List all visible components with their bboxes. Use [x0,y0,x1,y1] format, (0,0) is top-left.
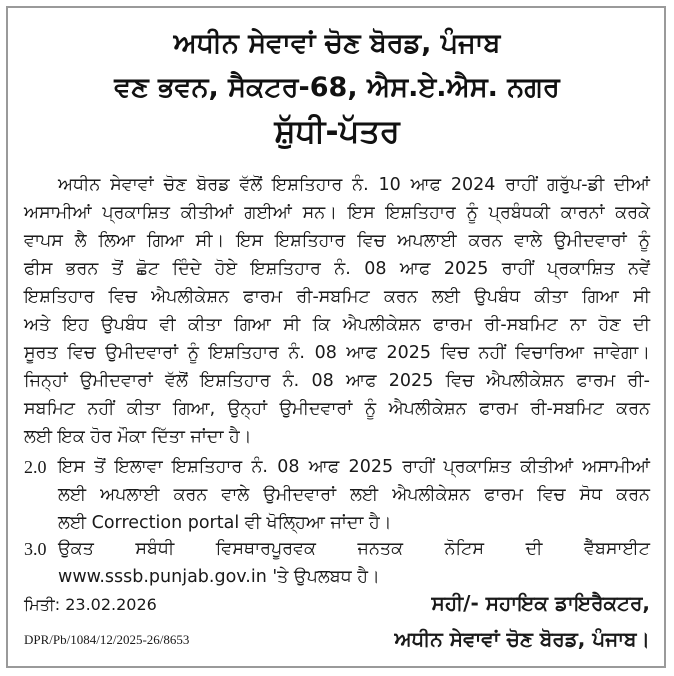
board-address-heading: ਵਣ ਭਵਨ, ਸੈਕਟਰ-68, ਐਸ.ਏ.ਐਸ. ਨਗਰ [114,72,560,103]
notice-title: ਸ਼ੁੱਧੀ-ਪੱਤਰ [274,112,400,150]
body-line: ਇਸ ਤੋਂ ਇਲਾਵਾ ਇਸ਼ਤਿਹਾਰ ਨੰ. 08 ਆਫ 2025 ਰਾਹੀਂ ਪ੍ਰਕਾਸ਼ਿਤ ਕੀਤੀਆਂ ਅਸਾਮੀਆਂ [58,457,650,477]
body-line: ਅਤੇ ਇਹ ਉਪਬੰਧ ਵੀ ਕੀਤਾ ਗਿਆ ਸੀ ਕਿ ਐਪਲੀਕੇਸ਼ਨ ਫਾਰਮ ਰੀ-ਸਬਮਿਟ ਨਾ ਹੋਣ ਦੀ [24,315,650,335]
body-line: ਫੀਸ ਭਰਨ ਤੋਂ ਛੋਟ ਦਿੰਦੇ ਹੋਏ ਇਸ਼ਤਿਹਾਰ ਨੰ. 08 ਆਫ 2025 ਰਾਹੀਂ ਪ੍ਰਕਾਸ਼ਿਤ ਨਵੇਂ [24,259,650,279]
dpr-reference: DPR/Pb/1084/12/2025-26/8653 [24,632,190,647]
board-name-heading: ਅਧੀਨ ਸੇਵਾਵਾਂ ਚੋਣ ਬੋਰਡ, ਪੰਜਾਬ [173,28,501,59]
signature-designation: ਸਹੀ/- ਸਹਾਇਕ ਡਾਇਰੈਕਟਰ, [431,591,650,615]
signature-organization: ਅਧੀਨ ਸੇਵਾਵਾਂ ਚੋਣ ਬੋਰਡ, ਪੰਜਾਬ। [394,627,650,651]
body-line: ਉਕਤ ਸਬੰਧੀ ਵਿਸਥਾਰਪੂਰਵਕ ਜਨਤਕ ਨੋਟਿਸ ਦੀ ਵੈੱਬਸਾਈਟ [58,539,650,559]
body-line: ਸੂਰਤ ਵਿਚ ਉਮੀਦਵਾਰਾਂ ਨੂੰ ਇਸ਼ਤਿਹਾਰ ਨੰ. 08 ਆਫ 2025 ਵਿਚ ਨਹੀਂ ਵਿਚਾਰਿਆ ਜਾਵੇਗਾ। [24,343,650,363]
website-line: www.sssb.punjab.gov.in 'ਤੇ ਉਪਲਬਧ ਹੈ। [58,567,380,587]
body-line: ਲਈ ਅਪਲਾਈ ਕਰਨ ਵਾਲੇ ਉਮੀਦਵਾਰਾਂ ਲਈ ਐਪਲੀਕੇਸ਼ਨ ਫਾਰਮ ਵਿਚ ਸੋਧ ਕਰਨ [58,485,650,505]
body-line: ਅਧੀਨ ਸੇਵਾਵਾਂ ਚੋਣ ਬੋਰਡ ਵੱਲੋਂ ਇਸ਼ਤਿਹਾਰ ਨੰ. 10 ਆਫ 2024 ਰਾਹੀਂ ਗਰੁੱਪ-ਡੀ ਦੀਆਂ [58,175,650,195]
notice-date: ਮਿਤੀ: 23.02.2026 [24,595,157,614]
item-number: 2.0 [24,457,47,477]
body-line: ਲਈ ਇਕ ਹੋਰ ਮੌਕਾ ਦਿੱਤਾ ਜਾਂਦਾ ਹੈ। [24,427,252,447]
body-line: ਸਬਮਿਟ ਨਹੀਂ ਕੀਤਾ ਗਿਆ, ਉਨ੍ਹਾਂ ਉਮੀਦਵਾਰਾਂ ਨੂੰ ਐਪਲੀਕੇਸ਼ਨ ਫਾਰਮ ਰੀ-ਸਬਮਿਟ ਕਰਨ [24,399,650,419]
item-number: 3.0 [24,539,47,559]
body-line: ਜਿਨ੍ਹਾਂ ਉਮੀਦਵਾਰਾਂ ਵੱਲੋਂ ਇਸ਼ਤਿਹਾਰ ਨੰ. 08 ਆਫ 2025 ਵਿਚ ਐਪਲੀਕੇਸ਼ਨ ਫਾਰਮ ਰੀ- [24,371,650,391]
body-line: ਅਸਾਮੀਆਂ ਪ੍ਰਕਾਸ਼ਿਤ ਕੀਤੀਆਂ ਗਈਆਂ ਸਨ। ਇਸ ਇਸ਼ਤਿਹਾਰ ਨੂੰ ਪ੍ਰਬੰਧਕੀ ਕਾਰਨਾਂ ਕਰਕੇ [24,203,650,223]
body-line: ਲਈ Correction portal ਵੀ ਖੋਲ੍ਹਿਆ ਜਾਂਦਾ ਹੈ। [58,513,392,533]
body-line: ਇਸ਼ਤਿਹਾਰ ਵਿਚ ਐਪਲੀਕੇਸ਼ਨ ਫਾਰਮ ਰੀ-ਸਬਮਿਟ ਕਰਨ ਲਈ ਉਪਬੰਧ ਕੀਤਾ ਗਿਆ ਸੀ [24,287,650,307]
body-line: ਵਾਪਸ ਲੈ ਲਿਆ ਗਿਆ ਸੀ। ਇਸ ਇਸ਼ਤਿਹਾਰ ਵਿਚ ਅਪਲਾਈ ਕਰਨ ਵਾਲੇ ਉਮੀਦਵਾਰਾਂ ਨੂੰ [24,231,650,251]
